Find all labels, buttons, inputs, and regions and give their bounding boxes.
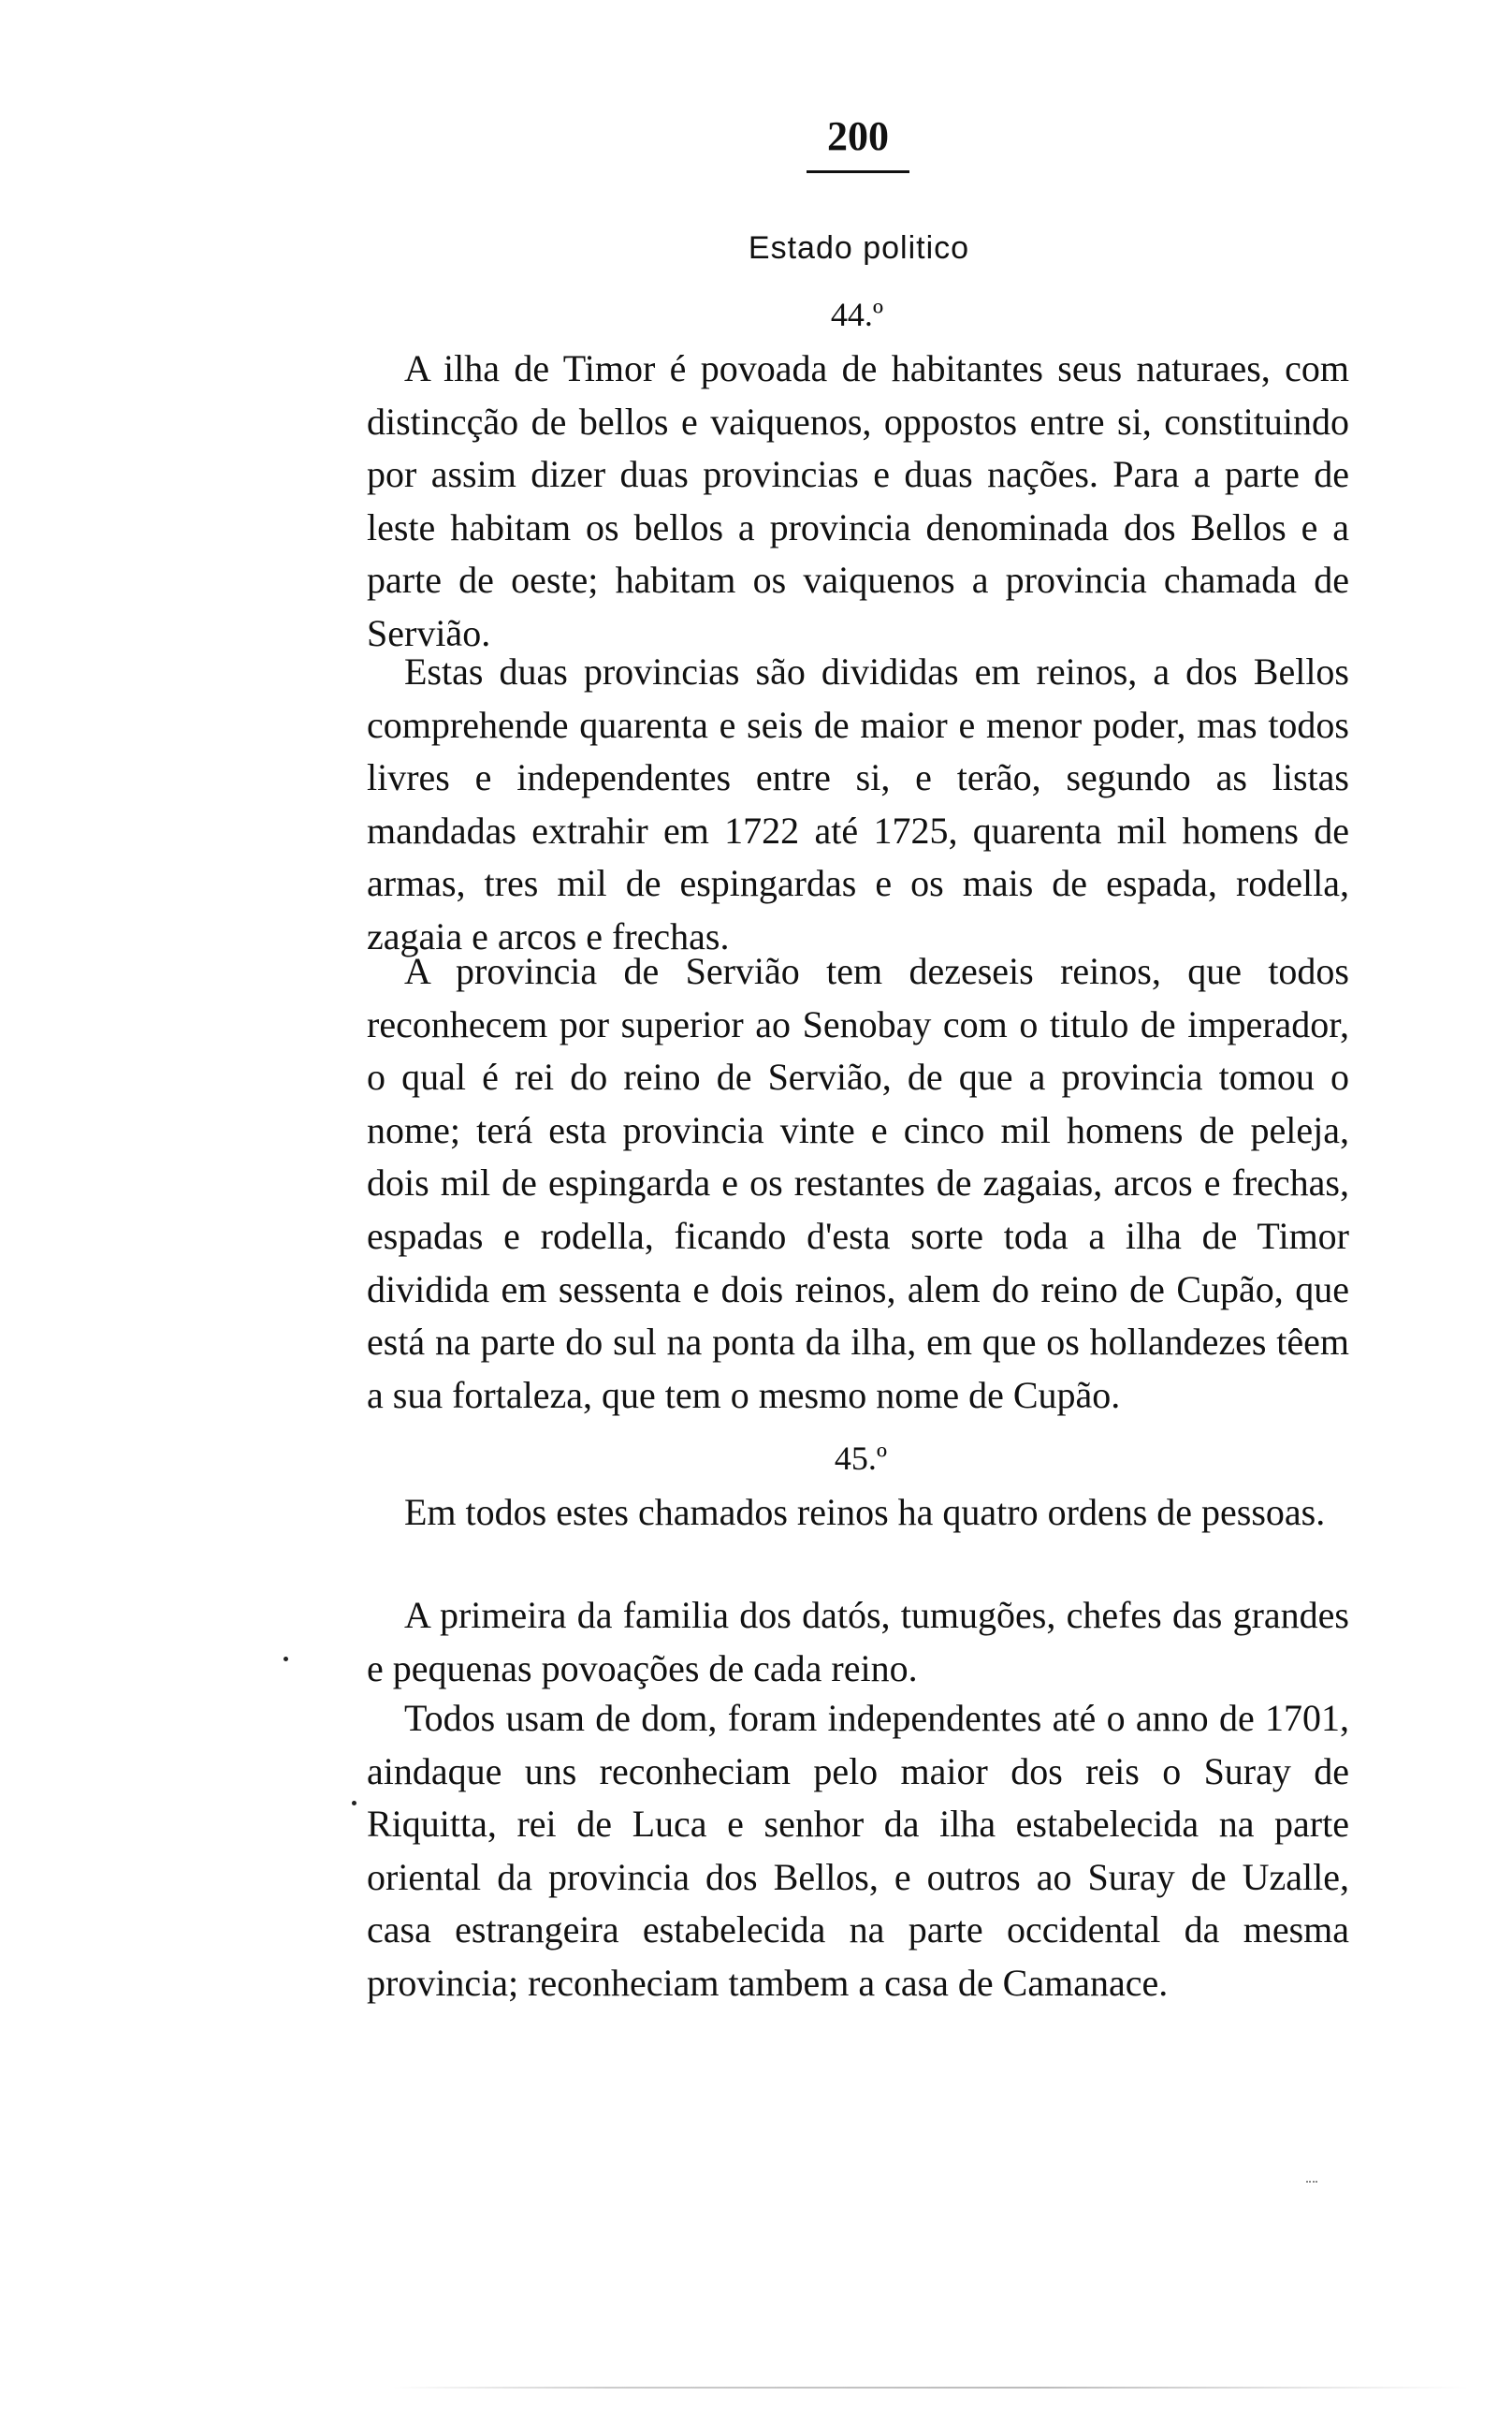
section-number-44: 44.º (830, 296, 884, 333)
paragraph: A primeira da familia dos datós, tumugões, chefes das grandes e pequenas povoações de cada reino. (367, 1594, 1349, 1689)
page-number: 200 (827, 113, 889, 159)
page-number-rule (807, 170, 909, 173)
section-number-45: 45.º (834, 1439, 888, 1477)
paragraph: Em todos estes chamados reinos ha quatro ordens de pessoas. (404, 1491, 1326, 1533)
section-heading: Estado politico (748, 230, 970, 266)
margin-mark (352, 1801, 356, 1805)
margin-mark (284, 1657, 288, 1661)
paragraph: Todos usam de dom, foram independentes até o anno de 1701, aindaque uns reconheciam pelo maior dos reis o Suray de Riquitta, rei de Luca e senhor da ilha estabelecida na parte oriental da provincia dos Bellos, e outros ao Suray de Uzalle, casa estrangeira estabelecida na parte occidental da mesma provincia; reconheciam tambem a casa de Camanace. (367, 1697, 1349, 2004)
paragraph: A ilha de Timor é povoada de habitantes seus naturaes, com distincção de bellos e vaiquenos, oppostos entre si, constituindo por assim dizer duas provincias e duas nações. Para a parte de leste habitam os bellos a provincia denominada dos Bellos e a parte de oeste; habitam os vaiquenos a provincia chamada de Servião. (367, 347, 1349, 654)
scan-edge-smudge (393, 2387, 1469, 2389)
paragraph: Estas duas provincias são divididas em reinos, a dos Bellos comprehende quarenta e seis de maior e menor poder, mas todos livres e independentes entre si, e terão, segundo as listas mandadas extrahir em 1722 até 1725, quarenta mil homens de armas, tres mil de espingardas e os mais de espada, rodella, zagaia e arcos e frechas. (367, 650, 1349, 957)
paper-speck (1306, 2181, 1317, 2190)
paragraph: A provincia de Servião tem dezeseis reinos, que todos reconhecem por superior ao Senobay com o titulo de imperador, o qual é rei do reino de Servião, de que a provincia tomou o nome; terá esta provincia vinte e cinco mil homens de peleja, dois mil de espingarda e os restantes de zagaias, arcos e frechas, espadas e rodella, ficando d'esta sorte toda a ilha de Timor dividida em sessenta e dois reinos, alem do reino de Cupão, que está na parte do sul na ponta da ilha, em que os hollandezes têem a sua fortaleza, que tem o mesmo nome de Cupão. (367, 950, 1349, 1416)
